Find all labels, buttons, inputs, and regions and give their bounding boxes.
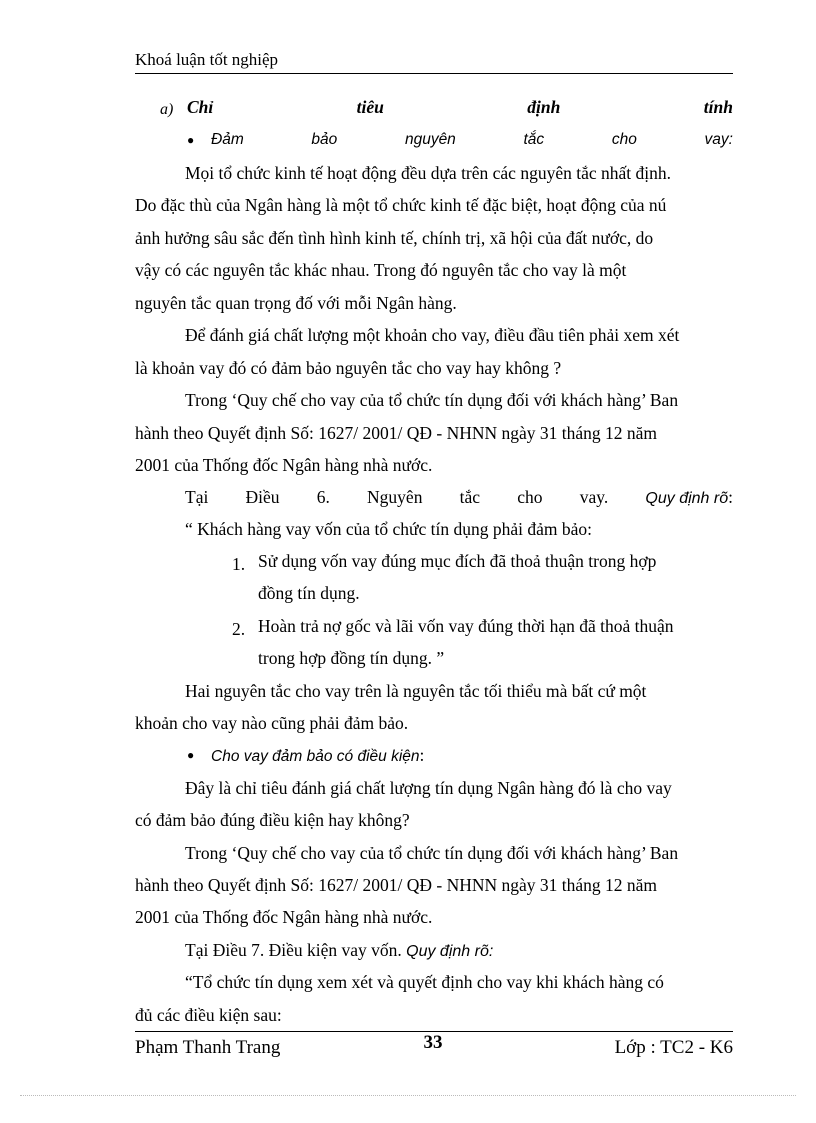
paragraph-line: Để đánh giá chất lượng một khoản cho vay, điều đầu tiên phải xem xét: [185, 325, 680, 345]
section-heading-words: [187, 91, 733, 123]
list-item-text: Hoàn trả nợ gốc và lãi vốn vay đúng thời hạn đã thoả thuận: [258, 616, 674, 636]
italic-text: Quy định rõ:: [406, 943, 494, 960]
bullet-word: nguyên: [404, 131, 456, 148]
article-word: Điều: [245, 487, 280, 507]
article-word: vay.: [579, 487, 609, 507]
bullet-word: tắc: [523, 131, 545, 148]
article-word: tắc: [459, 487, 481, 507]
heading-word: tiêu: [356, 97, 384, 117]
article-word: 6.: [316, 487, 330, 507]
article-italic-phrase: [645, 481, 733, 513]
bullet-text: [211, 739, 424, 773]
paragraph-line: hành theo Quyết định Số: 1627/ 2001/ QĐ - NHNN ngày 31 tháng 12 năm: [135, 875, 658, 895]
section-label: a): [160, 101, 174, 118]
paragraph-line: đủ các điều kiện sau:: [135, 1005, 282, 1025]
italic-text: Cho vay đảm bảo có điều kiện: [211, 748, 420, 765]
article-text: Tại Điều 7. Điều kiện vay vốn.: [185, 940, 407, 960]
header-rule: [135, 73, 733, 74]
paragraph-line: 2001 của Thống đốc Ngân hàng nhà nước.: [135, 907, 433, 927]
bullet-text: [211, 124, 733, 156]
paragraph-line: Trong ‘Quy chế cho vay của tổ chức tín dụng đối với khách hàng’ Ban: [185, 390, 679, 410]
bullet-icon: ●: [187, 748, 195, 762]
paragraph-line: Trong ‘Quy chế cho vay của tổ chức tín dụng đối với khách hàng’ Ban: [185, 843, 679, 863]
italic-text: Quy định rõ: [645, 490, 729, 507]
article-word: Nguyên: [367, 487, 423, 507]
header-title: Khoá luận tốt nghiệp: [135, 50, 279, 69]
bullet-word: bảo: [311, 131, 338, 148]
colon-text: :: [419, 745, 425, 765]
list-item-text: trong hợp đồng tín dụng. ”: [258, 648, 445, 668]
heading-word: tính: [703, 97, 733, 117]
quote-intro: “ Khách hàng vay vốn của tổ chức tín dụng phải đảm bảo:: [185, 519, 593, 539]
article-7-line: [185, 934, 733, 966]
paragraph-line: nguyên tắc quan trọng đố với mỗi Ngân hàng.: [135, 293, 457, 313]
bullet-word: cho: [611, 131, 637, 148]
paragraph-line: hành theo Quyết định Số: 1627/ 2001/ QĐ - NHNN ngày 31 tháng 12 năm: [135, 423, 658, 443]
article-word: cho: [517, 487, 543, 507]
paragraph-line: ảnh hưởng sâu sắc đến tình hình kinh tế, chính trị, xã hội của đất nước, do: [135, 228, 654, 248]
paragraph-line: Do đặc thù của Ngân hàng là một tổ chức kinh tế đặc biệt, hoạt động của nú: [135, 195, 667, 215]
article-word: Tại: [185, 487, 209, 507]
bullet-word: Đảm: [211, 131, 244, 148]
paragraph-line: Mọi tổ chức kinh tế hoạt động đều dựa trên các nguyên tắc nhất định.: [185, 163, 671, 183]
bullet-icon: ●: [187, 133, 195, 147]
paragraph-line: Hai nguyên tắc cho vay trên là nguyên tắc tối thiểu mà bất cứ một: [185, 681, 647, 701]
bullet-word: vay:: [704, 131, 733, 148]
author-name: Phạm Thanh Trang: [135, 1037, 281, 1058]
class-label: Lớp : TC2 - K6: [614, 1037, 733, 1058]
article-6-line: [185, 481, 733, 513]
bullet-item: [135, 124, 733, 156]
paragraph-line: “Tổ chức tín dụng xem xét và quyết định cho vay khi khách hàng có: [185, 972, 664, 992]
paragraph-line: khoản cho vay nào cũng phải đảm bảo.: [135, 713, 409, 733]
heading-word: Chỉ: [187, 97, 214, 117]
paragraph-line: vậy có các nguyên tắc khác nhau. Trong đó nguyên tắc cho vay là một: [135, 260, 627, 280]
paragraph-line: là khoản vay đó có đảm bảo nguyên tắc cho vay hay không ?: [135, 358, 562, 378]
bullet-item: [135, 739, 733, 771]
paragraph-line: 2001 của Thống đốc Ngân hàng nhà nước.: [135, 455, 433, 475]
section-heading: [135, 91, 733, 123]
page-edge-divider: [20, 1095, 796, 1096]
list-item-text: đồng tín dụng.: [258, 583, 360, 603]
paragraph-line: Đây là chỉ tiêu đánh giá chất lượng tín dụng Ngân hàng đó là cho vay: [185, 778, 672, 798]
page-number: 33: [423, 1032, 443, 1053]
list-item-text: Sử dụng vốn vay đúng mục đích đã thoả thuận trong hợp: [258, 551, 657, 571]
list-number: 2.: [232, 619, 246, 639]
heading-word: định: [527, 97, 561, 117]
colon-text: :: [728, 487, 733, 507]
list-number: 1.: [232, 554, 246, 574]
paragraph-line: có đảm bảo đúng điều kiện hay không?: [135, 810, 410, 830]
